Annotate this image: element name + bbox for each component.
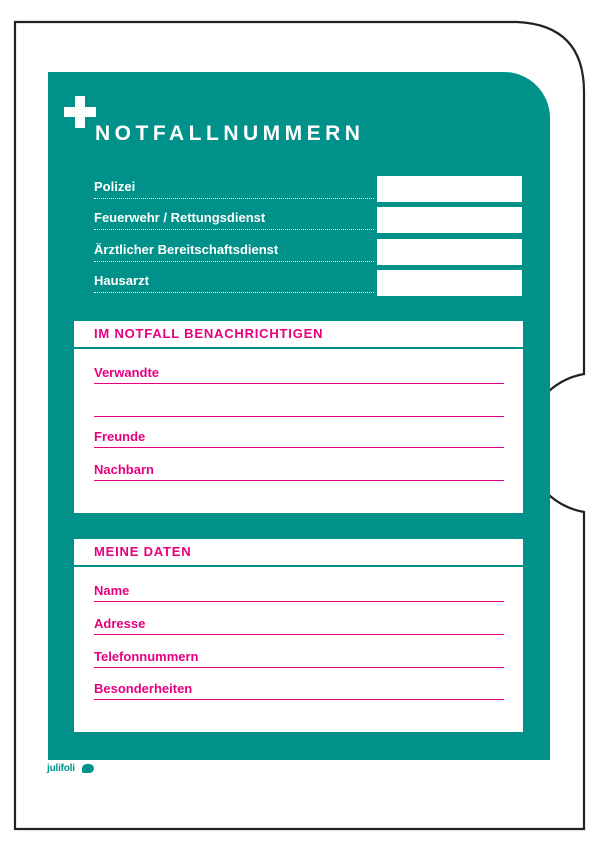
my-data-line-notes[interactable]: Besonderheiten	[94, 679, 504, 700]
my-data-line-phone[interactable]: Telefonnummern	[94, 647, 504, 668]
emergency-label-doctor-service: Ärztlicher Bereitschaftsdienst	[94, 239, 374, 262]
plus-cross-icon	[64, 96, 96, 128]
my-data-line-name[interactable]: Name	[94, 581, 504, 602]
emergency-card	[48, 72, 550, 760]
my-data-heading: MEINE DATEN	[74, 539, 523, 567]
my-data-panel	[74, 539, 523, 732]
brand-logo: julifoli	[47, 763, 75, 774]
notify-line-extra[interactable]	[94, 396, 504, 417]
emergency-field-fire[interactable]	[377, 207, 522, 233]
notify-line-relatives[interactable]: Verwandte	[94, 363, 504, 384]
card-title: NOTFALLNUMMERN	[95, 122, 365, 145]
brand-mark-icon	[82, 764, 94, 773]
emergency-label-police: Polizei	[94, 176, 374, 199]
emergency-field-police[interactable]	[377, 176, 522, 202]
notify-line-friends[interactable]: Freunde	[94, 427, 504, 448]
notify-line-neighbours[interactable]: Nachbarn	[94, 460, 504, 481]
notify-panel	[74, 321, 523, 513]
notify-heading: IM NOTFALL BENACHRICHTIGEN	[74, 321, 523, 349]
emergency-label-gp: Hausarzt	[94, 270, 374, 293]
emergency-field-gp[interactable]	[377, 270, 522, 296]
emergency-field-doctor-service[interactable]	[377, 239, 522, 265]
my-data-line-address[interactable]: Adresse	[94, 614, 504, 635]
emergency-label-fire: Feuerwehr / Rettungsdienst	[94, 207, 374, 230]
